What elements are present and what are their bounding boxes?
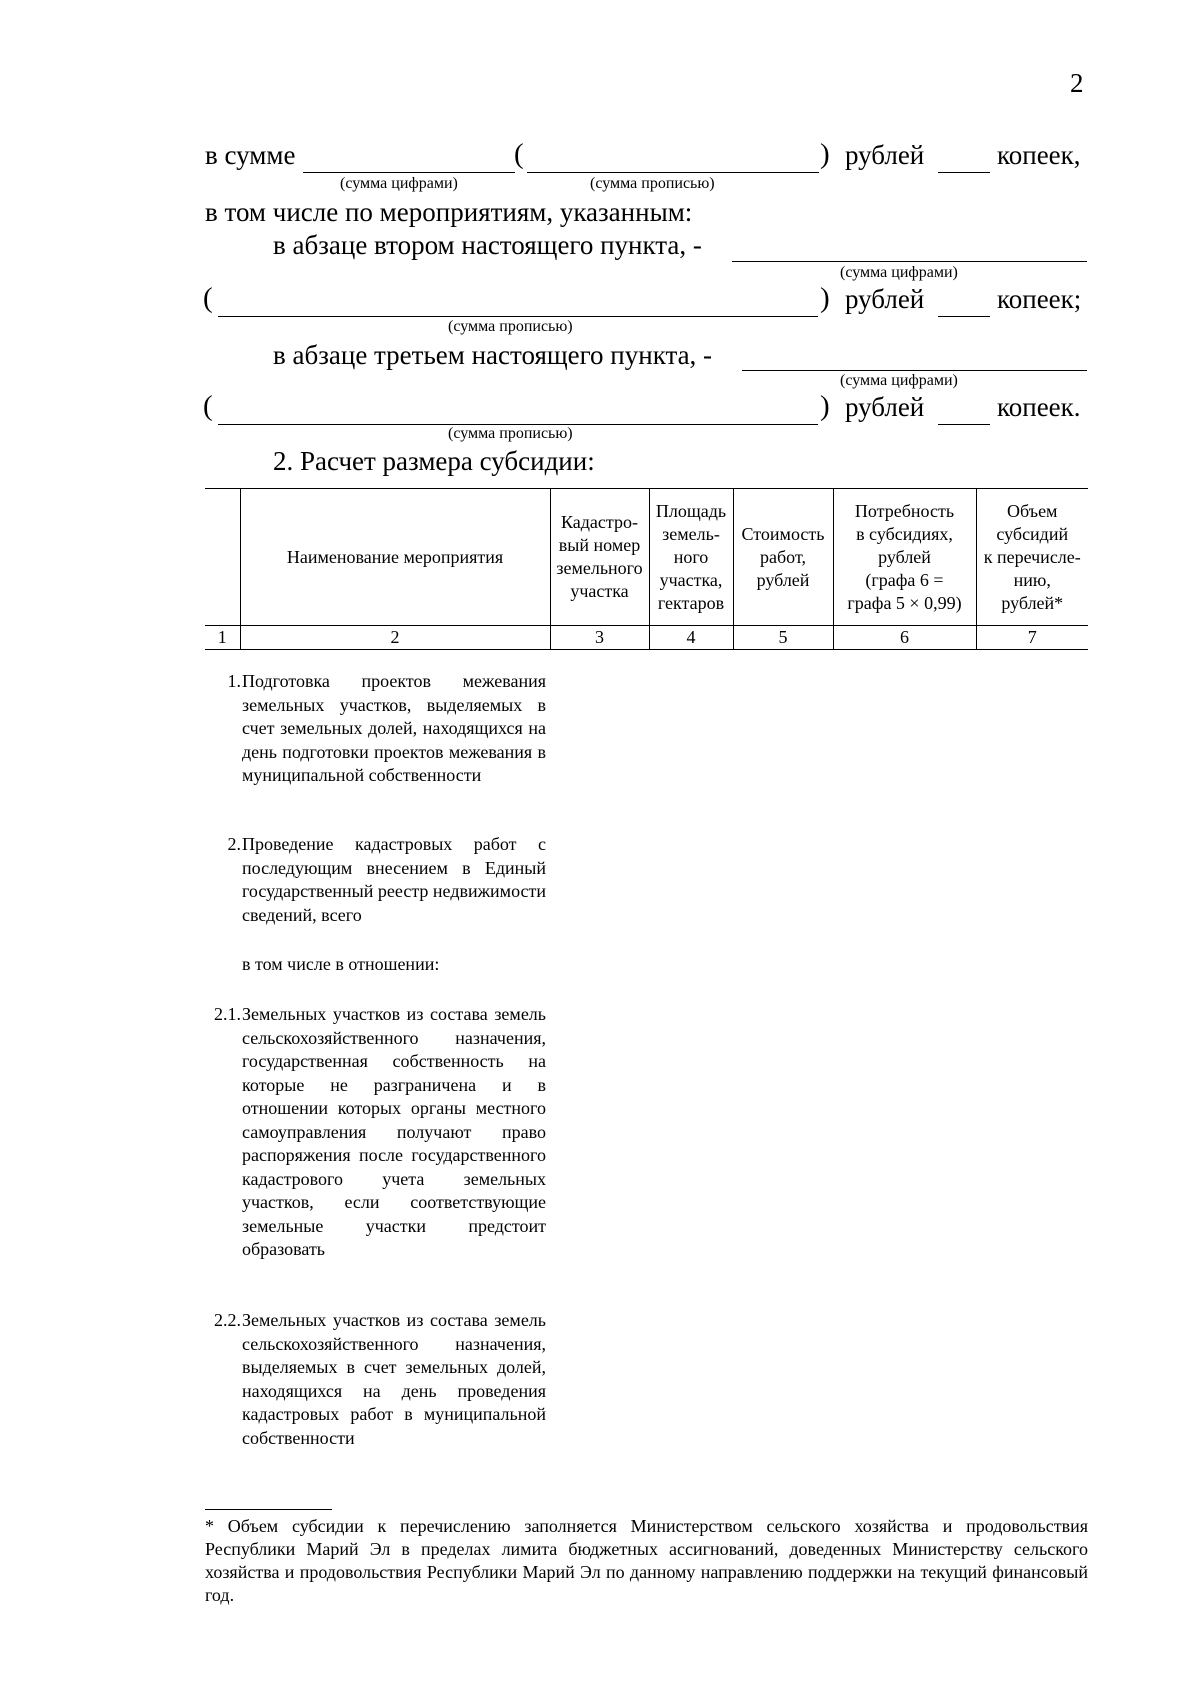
footnote-separator bbox=[205, 1509, 332, 1510]
header-cell-6: Потребность в субсидиях, рублей (графа 6 = графа 5 × 0,99) bbox=[833, 489, 976, 626]
para-second-digits-blank bbox=[732, 261, 1087, 262]
para-second-words-blank bbox=[218, 316, 818, 317]
rubles-label-2: рублей bbox=[845, 284, 925, 314]
header-cell-5: Стоимость работ, рублей bbox=[733, 489, 833, 626]
header-cell-7: Объем субсидий к перечисле- нию, рублей* bbox=[976, 489, 1088, 626]
item-text: Земельных участков из состава земель сельскохозяйственного назначения, государственная собственность на которые не разграничена и в отношении которых органы местного самоуправления получают право распоряжения после государственного кадастрового учета земельных участков, если соответствующие земельные участки предстоит образовать bbox=[242, 1004, 546, 1259]
kopecks-label-3: копеек. bbox=[997, 392, 1081, 422]
column-number: 3 bbox=[550, 626, 649, 650]
sum-digits-hint-2: (сумма цифрами) bbox=[840, 264, 958, 281]
item-number: 2. bbox=[227, 834, 241, 854]
column-number-row bbox=[205, 626, 1088, 650]
footnote: * Объем субсидии к перечислению заполняется Министерством сельского хозяйства и продовольствия Республики Марий Эл в пределах лимита бюджетных ассигнований, доведенных Министерству сельского хозяйства и продовольствия Республики Марий Эл по данному направлению поддержки на текущий финансовый год. bbox=[205, 1516, 1088, 1605]
sum-digits-hint-3: (сумма цифрами) bbox=[840, 372, 958, 389]
sum-words-hint-1: (сумма прописью) bbox=[590, 175, 715, 192]
table-header-row bbox=[205, 489, 1088, 626]
section-title: 2. Расчет размера субсидии: bbox=[273, 446, 595, 476]
column-number: 5 bbox=[733, 626, 833, 650]
rubles-label-1: рублей bbox=[845, 140, 925, 170]
header-cell-1 bbox=[205, 489, 240, 626]
sum-digits-hint-1: (сумма цифрами) bbox=[340, 175, 458, 192]
item-text: Проведение кадастровых работ с последующим внесением в Единый государственный реестр недвижимости сведений, всего bbox=[242, 834, 546, 925]
kopecks-blank-1 bbox=[938, 172, 990, 173]
in-sum-label: в сумме bbox=[205, 140, 296, 170]
column-number: 1 bbox=[205, 626, 240, 650]
para-second-text: в абзаце втором настоящего пункта, - bbox=[273, 230, 702, 260]
item-number: 2.1. bbox=[214, 1004, 241, 1024]
kopecks-label-2: копеек; bbox=[997, 284, 1082, 314]
subsidy-table bbox=[205, 488, 1088, 650]
column-number: 4 bbox=[649, 626, 733, 650]
open-paren: ( bbox=[514, 138, 524, 170]
column-number: 7 bbox=[976, 626, 1088, 650]
item-text: в том числе в отношении: bbox=[242, 954, 440, 974]
sum-digits-blank bbox=[303, 172, 515, 173]
item-number: 2.2. bbox=[214, 1310, 241, 1330]
open-paren-3: ( bbox=[203, 390, 213, 422]
column-number: 6 bbox=[833, 626, 976, 650]
kopecks-label-1: копеек, bbox=[997, 140, 1081, 170]
para-third-digits-blank bbox=[742, 370, 1087, 371]
open-paren-2: ( bbox=[203, 282, 213, 314]
item-text: Земельных участков из состава земель сельскохозяйственного назначения, выделяемых в счет земельных долей, находящихся на день проведения кадастровых работ в муниципальной собственности bbox=[242, 1310, 546, 1448]
item-number: 1. bbox=[227, 671, 241, 691]
column-number: 2 bbox=[240, 626, 550, 650]
header-cell-2: Наименование мероприятия bbox=[240, 489, 550, 626]
sum-words-blank bbox=[527, 172, 819, 173]
close-paren: ) bbox=[820, 138, 830, 170]
kopecks-blank-3 bbox=[938, 424, 990, 425]
sum-words-hint-3: (сумма прописью) bbox=[448, 425, 573, 442]
including-text: в том числе по мероприятиям, указанным: bbox=[205, 197, 693, 227]
header-cell-4: Площадь земель- ного участка, гектаров bbox=[649, 489, 733, 626]
close-paren-2: ) bbox=[820, 282, 830, 314]
close-paren-3: ) bbox=[820, 390, 830, 422]
rubles-label-3: рублей bbox=[845, 392, 925, 422]
header-cell-3: Кадастро- вый номер земельного участка bbox=[550, 489, 649, 626]
sum-words-hint-2: (сумма прописью) bbox=[448, 318, 573, 335]
item-text: Подготовка проектов межевания земельных участков, выделяемых в счет земельных долей, находящихся на день подготовки проектов межевания в муниципальной собственности bbox=[242, 671, 546, 785]
page-number: 2 bbox=[1070, 68, 1084, 98]
para-third-text: в абзаце третьем настоящего пункта, - bbox=[273, 340, 713, 370]
kopecks-blank-2 bbox=[938, 316, 990, 317]
